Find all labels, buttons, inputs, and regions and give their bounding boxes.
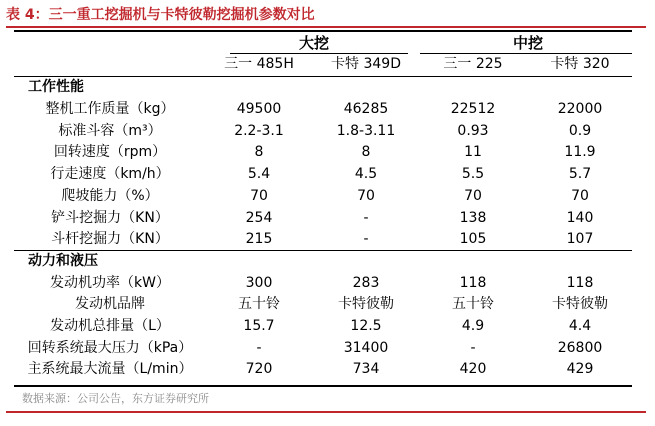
table-cell: 12.5 xyxy=(350,317,382,334)
table-title: 表 4：三一重工挖掘机与卡特彼勒挖掘机参数对比 xyxy=(6,7,315,23)
table-cell: 五十铃 xyxy=(238,296,280,313)
row-label: 回转速度（rpm） xyxy=(53,144,167,161)
table-cell: 31400 xyxy=(343,339,389,356)
table-cell: 107 xyxy=(566,231,594,248)
table-cell: 11.9 xyxy=(564,144,596,161)
table-cell: 105 xyxy=(459,231,487,248)
table-bottom-rule xyxy=(14,385,632,387)
table-cell: 0.93 xyxy=(457,122,489,139)
table-cell: 0.9 xyxy=(568,122,592,139)
table-cell: 70 xyxy=(357,187,375,204)
group-rule-large xyxy=(230,53,408,54)
model-header: 卡特 320 xyxy=(550,56,610,72)
group-rule-medium xyxy=(420,53,632,54)
table-cell: 283 xyxy=(352,274,380,291)
table-cell: 70 xyxy=(250,187,268,204)
table-cell: 46285 xyxy=(343,101,389,117)
row-label: 整机工作质量（kg） xyxy=(45,101,175,117)
title-rule xyxy=(6,26,646,28)
table-cell: 140 xyxy=(566,209,594,226)
table-cell: 5.4 xyxy=(247,166,271,183)
table-cell: - xyxy=(363,231,369,248)
table-cell: 215 xyxy=(245,231,273,248)
table-cell: 2.2-3.1 xyxy=(234,122,284,139)
section-title: 动力和液压 xyxy=(28,253,98,269)
table-cell: 五十铃 xyxy=(452,296,494,313)
row-label: 行走速度（km/h） xyxy=(50,166,170,183)
row-label: 标准斗容（m³） xyxy=(58,122,162,139)
table-cell: 70 xyxy=(464,187,482,204)
table-cell: 70 xyxy=(571,187,589,204)
table-cell: 5.5 xyxy=(461,166,485,183)
table-cell: 1.8-3.11 xyxy=(336,122,396,139)
group-header-medium: 中挖 xyxy=(512,34,544,52)
table-cell: 734 xyxy=(352,361,380,378)
row-label: 回转系统最大压力（kPa） xyxy=(27,339,193,356)
row-label: 发动机总排量（L） xyxy=(50,317,170,334)
row-label: 发动机品牌 xyxy=(75,296,145,313)
table-cell: 4.5 xyxy=(354,166,378,183)
table-cell: 卡特彼勒 xyxy=(338,296,394,313)
table-cell: 4.4 xyxy=(568,317,592,334)
table-cell: - xyxy=(256,339,262,356)
table-cell: 5.7 xyxy=(568,166,592,183)
table-cell: 11 xyxy=(464,144,482,161)
table-cell: 26800 xyxy=(557,339,603,356)
table-cell: 118 xyxy=(566,274,594,291)
model-header: 三一 225 xyxy=(443,56,503,72)
table-cell: - xyxy=(363,209,369,226)
table-cell: 429 xyxy=(566,361,594,378)
table-cell: 22512 xyxy=(450,101,496,117)
source-note: 数据来源：公司公告，东方证券研究所 xyxy=(22,392,209,405)
table-cell: 118 xyxy=(459,274,487,291)
table-cell: 254 xyxy=(245,209,273,226)
row-label: 爬坡能力（%） xyxy=(61,187,159,204)
row-label: 发动机功率（kW） xyxy=(50,274,170,291)
row-label: 斗杆挖掘力（KN） xyxy=(51,231,169,248)
table-cell: - xyxy=(470,339,476,356)
model-header: 卡特 349D xyxy=(331,56,401,72)
table-cell: 420 xyxy=(459,361,487,378)
row-label: 铲斗挖掘力（KN） xyxy=(51,209,169,226)
table-cell: 720 xyxy=(245,361,273,378)
table-cell: 8 xyxy=(361,144,371,161)
section-rule xyxy=(14,250,632,251)
row-label: 主系统最大流量（L/min） xyxy=(27,361,193,378)
table-top-rule xyxy=(14,30,632,32)
table-cell: 22000 xyxy=(557,101,603,117)
table-cell: 49500 xyxy=(236,101,282,117)
model-header: 三一 485H xyxy=(224,56,294,72)
table-cell: 8 xyxy=(254,144,264,161)
footer-rule xyxy=(6,411,646,413)
table-cell: 300 xyxy=(245,274,273,291)
section-title: 工作性能 xyxy=(28,79,84,95)
table-cell: 15.7 xyxy=(243,317,275,334)
table-cell: 138 xyxy=(459,209,487,226)
header-rule xyxy=(14,76,632,77)
group-header-large: 大挖 xyxy=(298,34,330,52)
table-cell: 卡特彼勒 xyxy=(552,296,608,313)
table-cell: 4.9 xyxy=(461,317,485,334)
